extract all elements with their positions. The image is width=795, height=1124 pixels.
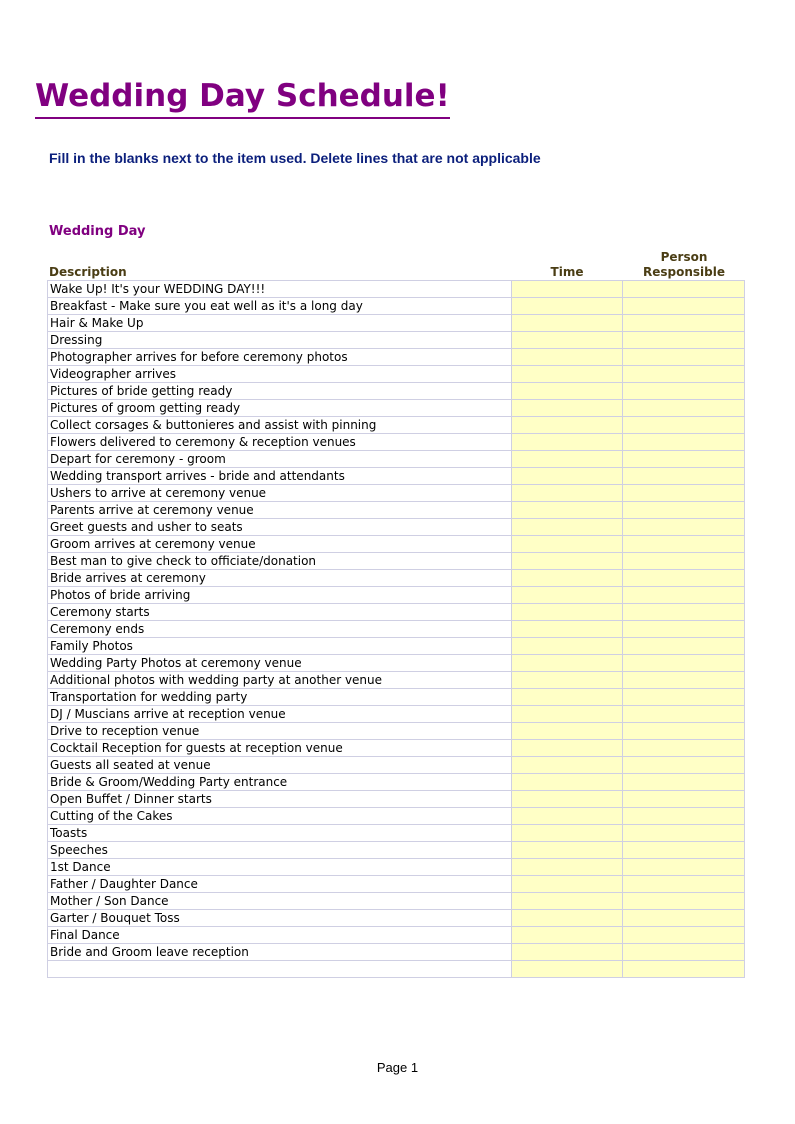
row-description: Photos of bride arriving [48,587,512,604]
table-row [48,281,745,298]
row-description [48,961,512,978]
table-row [48,434,745,451]
table-row [48,689,745,706]
row-description: Drive to reception venue [48,723,512,740]
row-description: Wedding transport arrives - bride and attendants [48,468,512,485]
row-person-responsible-field[interactable] [623,842,745,859]
row-description: DJ / Muscians arrive at reception venue [48,706,512,723]
schedule-table [47,280,745,978]
row-description: Bride arrives at ceremony [48,570,512,587]
row-person-responsible-field[interactable] [623,502,745,519]
row-person-responsible-field[interactable] [623,536,745,553]
row-description: Pictures of groom getting ready [48,400,512,417]
row-person-responsible-field[interactable] [623,383,745,400]
row-person-responsible-field[interactable] [623,553,745,570]
table-row [48,723,745,740]
row-description: Parents arrive at ceremony venue [48,502,512,519]
row-time-field[interactable] [512,621,623,638]
row-time-field[interactable] [512,774,623,791]
row-description: Cocktail Reception for guests at reception venue [48,740,512,757]
row-time-field[interactable] [512,315,623,332]
row-person-responsible-field[interactable] [623,570,745,587]
row-description: Wedding Party Photos at ceremony venue [48,655,512,672]
row-time-field[interactable] [512,298,623,315]
row-description: Speeches [48,842,512,859]
table-row [48,536,745,553]
table-row [48,927,745,944]
row-time-field[interactable] [512,332,623,349]
row-person-responsible-field[interactable] [623,757,745,774]
column-header-person-line2: Responsible [643,265,725,279]
row-person-responsible-field[interactable] [623,655,745,672]
table-row [48,587,745,604]
table-row [48,672,745,689]
row-person-responsible-field[interactable] [623,417,745,434]
table-row [48,332,745,349]
table-row [48,621,745,638]
row-time-field[interactable] [512,281,623,298]
table-row [48,842,745,859]
table-row [48,451,745,468]
row-description: Breakfast - Make sure you eat well as it's a long day [48,298,512,315]
row-time-field[interactable] [512,961,623,978]
row-time-field[interactable] [512,876,623,893]
table-row [48,757,745,774]
document-title: Wedding Day Schedule! [35,76,450,119]
row-person-responsible-field[interactable] [623,400,745,417]
column-header-person-line1: Person [660,250,708,264]
table-row [48,774,745,791]
row-time-field[interactable] [512,672,623,689]
table-row [48,570,745,587]
table-row [48,791,745,808]
row-description: Pictures of bride getting ready [48,383,512,400]
row-person-responsible-field[interactable] [623,927,745,944]
row-time-field[interactable] [512,655,623,672]
row-time-field[interactable] [512,349,623,366]
row-time-field[interactable] [512,927,623,944]
row-time-field[interactable] [512,587,623,604]
row-time-field[interactable] [512,366,623,383]
row-description: Father / Daughter Dance [48,876,512,893]
row-person-responsible-field[interactable] [623,621,745,638]
row-description: Dressing [48,332,512,349]
row-time-field[interactable] [512,468,623,485]
table-row [48,961,745,978]
row-description: Photographer arrives for before ceremony photos [48,349,512,366]
row-person-responsible-field[interactable] [623,519,745,536]
row-person-responsible-field[interactable] [623,876,745,893]
row-time-field[interactable] [512,723,623,740]
row-time-field[interactable] [512,791,623,808]
row-description: 1st Dance [48,859,512,876]
row-description: Open Buffet / Dinner starts [48,791,512,808]
section-title: Wedding Day [49,224,146,239]
table-row [48,383,745,400]
row-person-responsible-field[interactable] [623,451,745,468]
page-number: Page 1 [376,1060,419,1075]
table-row [48,400,745,417]
row-person-responsible-field[interactable] [623,485,745,502]
row-description: Groom arrives at ceremony venue [48,536,512,553]
table-row [48,298,745,315]
row-description: Guests all seated at venue [48,757,512,774]
row-person-responsible-field[interactable] [623,689,745,706]
row-description: Wake Up! It's your WEDDING DAY!!! [48,281,512,298]
row-description: Collect corsages & buttonieres and assist with pinning [48,417,512,434]
row-description: Ceremony ends [48,621,512,638]
table-row [48,893,745,910]
row-time-field[interactable] [512,553,623,570]
row-person-responsible-field[interactable] [623,281,745,298]
row-person-responsible-field[interactable] [623,587,745,604]
table-row [48,876,745,893]
row-person-responsible-field[interactable] [623,961,745,978]
row-description: Additional photos with wedding party at another venue [48,672,512,689]
row-person-responsible-field[interactable] [623,468,745,485]
row-time-field[interactable] [512,502,623,519]
row-description: Best man to give check to officiate/donation [48,553,512,570]
row-description: Flowers delivered to ceremony & reception venues [48,434,512,451]
row-person-responsible-field[interactable] [623,774,745,791]
table-row [48,315,745,332]
row-person-responsible-field[interactable] [623,672,745,689]
row-description: Hair & Make Up [48,315,512,332]
column-header-person-responsible [623,250,745,280]
row-person-responsible-field[interactable] [623,910,745,927]
row-description: Greet guests and usher to seats [48,519,512,536]
row-description: Final Dance [48,927,512,944]
table-row [48,604,745,621]
row-time-field[interactable] [512,944,623,961]
table-row [48,910,745,927]
instructions-text: Fill in the blanks next to the item used. Delete lines that are not applicable [49,150,541,166]
row-description: Ceremony starts [48,604,512,621]
row-time-field[interactable] [512,808,623,825]
row-person-responsible-field[interactable] [623,434,745,451]
column-header-time: Time [550,265,584,279]
row-description: Videographer arrives [48,366,512,383]
row-time-field[interactable] [512,893,623,910]
row-description: Transportation for wedding party [48,689,512,706]
row-description: Cutting of the Cakes [48,808,512,825]
table-row [48,655,745,672]
table-row [48,740,745,757]
row-time-field[interactable] [512,740,623,757]
table-row [48,638,745,655]
row-description: Toasts [48,825,512,842]
row-time-field[interactable] [512,910,623,927]
row-time-field[interactable] [512,706,623,723]
row-time-field[interactable] [512,825,623,842]
row-person-responsible-field[interactable] [623,638,745,655]
row-time-field[interactable] [512,757,623,774]
row-person-responsible-field[interactable] [623,740,745,757]
row-person-responsible-field[interactable] [623,349,745,366]
row-person-responsible-field[interactable] [623,706,745,723]
row-time-field[interactable] [512,842,623,859]
table-row [48,825,745,842]
table-row [48,808,745,825]
row-time-field[interactable] [512,638,623,655]
row-time-field[interactable] [512,519,623,536]
row-time-field[interactable] [512,451,623,468]
row-person-responsible-field[interactable] [623,366,745,383]
table-row [48,349,745,366]
table-row [48,944,745,961]
row-person-responsible-field[interactable] [623,332,745,349]
row-description: Garter / Bouquet Toss [48,910,512,927]
row-description: Ushers to arrive at ceremony venue [48,485,512,502]
column-header-description: Description [49,265,127,279]
row-person-responsible-field[interactable] [623,791,745,808]
table-row [48,502,745,519]
row-person-responsible-field[interactable] [623,893,745,910]
row-time-field[interactable] [512,604,623,621]
table-row [48,468,745,485]
table-row [48,366,745,383]
schedule-table-body [48,281,745,978]
row-person-responsible-field[interactable] [623,298,745,315]
row-time-field[interactable] [512,536,623,553]
row-time-field[interactable] [512,859,623,876]
table-row [48,417,745,434]
row-time-field[interactable] [512,570,623,587]
row-time-field[interactable] [512,400,623,417]
table-row [48,859,745,876]
row-person-responsible-field[interactable] [623,825,745,842]
row-description: Depart for ceremony - groom [48,451,512,468]
table-row [48,519,745,536]
row-person-responsible-field[interactable] [623,808,745,825]
table-row [48,485,745,502]
row-description: Mother / Son Dance [48,893,512,910]
row-description: Family Photos [48,638,512,655]
table-row [48,706,745,723]
table-row [48,553,745,570]
row-time-field[interactable] [512,485,623,502]
row-time-field[interactable] [512,434,623,451]
row-time-field[interactable] [512,689,623,706]
row-person-responsible-field[interactable] [623,604,745,621]
row-person-responsible-field[interactable] [623,944,745,961]
row-person-responsible-field[interactable] [623,859,745,876]
row-person-responsible-field[interactable] [623,315,745,332]
row-person-responsible-field[interactable] [623,723,745,740]
row-description: Bride & Groom/Wedding Party entrance [48,774,512,791]
row-time-field[interactable] [512,383,623,400]
row-description: Bride and Groom leave reception [48,944,512,961]
row-time-field[interactable] [512,417,623,434]
